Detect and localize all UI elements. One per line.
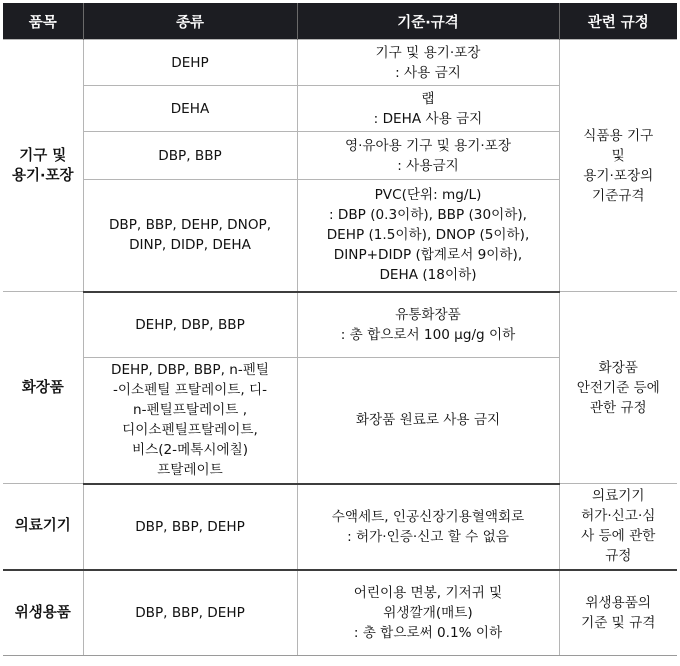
header-type: 종류 bbox=[83, 3, 297, 40]
standard-cell: 유통화장품 : 총 합으로서 100 μg/g 이하 bbox=[297, 292, 559, 358]
category-cell: 의료기기 bbox=[3, 484, 83, 570]
regulation-cell: 위생용품의 기준 및 규격 bbox=[559, 570, 677, 656]
standard-cell: 랩 : DEHA 사용 금지 bbox=[297, 86, 559, 132]
type-cell: DEHP bbox=[83, 40, 297, 86]
category-cell: 화장품 bbox=[3, 292, 83, 484]
regulation-table bbox=[3, 3, 677, 656]
regulation-cell: 식품용 기구 및 용기·포장의 기준규격 bbox=[559, 40, 677, 292]
table-row bbox=[3, 484, 677, 570]
type-cell: DEHA bbox=[83, 86, 297, 132]
table-row bbox=[3, 292, 677, 358]
standard-cell: 기구 및 용기·포장 : 사용 금지 bbox=[297, 40, 559, 86]
standard-cell: 어린이용 면봉, 기저귀 및 위생깔개(매트) : 총 합으로써 0.1% 이하 bbox=[297, 570, 559, 656]
header-category: 품목 bbox=[3, 3, 83, 40]
regulation-cell: 의료기기 허가·신고·심 사 등에 관한 규정 bbox=[559, 484, 677, 570]
type-cell: DBP, BBP, DEHP bbox=[83, 570, 297, 656]
type-cell: DEHP, DBP, BBP, n-펜틸 -이소펜틸 프탈레이트, 디- n-펜틸프탈레이트 , 디이소펜틸프탈레이트, 비스(2-메톡시에칠) 프탈레이트 bbox=[83, 358, 297, 484]
standard-cell: 화장품 원료로 사용 금지 bbox=[297, 358, 559, 484]
header-regulation: 관련 규정 bbox=[559, 3, 677, 40]
type-cell: DBP, BBP, DEHP bbox=[83, 484, 297, 570]
table-row bbox=[3, 570, 677, 656]
standard-cell: 수액세트, 인공신장기용혈액회로 : 허가·인증·신고 할 수 없음 bbox=[297, 484, 559, 570]
category-cell: 위생용품 bbox=[3, 570, 83, 656]
category-cell: 기구 및 용기·포장 bbox=[3, 40, 83, 292]
type-cell: DBP, BBP, DEHP, DNOP, DINP, DIDP, DEHA bbox=[83, 180, 297, 292]
standard-cell: PVC(단위: mg/L) : DBP (0.3이하), BBP (30이하), DEHP (1.5이하), DNOP (5이하), DINP+DIDP (합계로서 9이하), DEHA (18이하) bbox=[297, 180, 559, 292]
standard-cell: 영·유아용 기구 및 용기·포장 : 사용금지 bbox=[297, 132, 559, 180]
regulation-cell: 화장품 안전기준 등에 관한 규정 bbox=[559, 292, 677, 484]
header-row bbox=[3, 3, 677, 40]
type-cell: DEHP, DBP, BBP bbox=[83, 292, 297, 358]
type-cell: DBP, BBP bbox=[83, 132, 297, 180]
table-row bbox=[3, 40, 677, 86]
header-standard: 기준·규격 bbox=[297, 3, 559, 40]
